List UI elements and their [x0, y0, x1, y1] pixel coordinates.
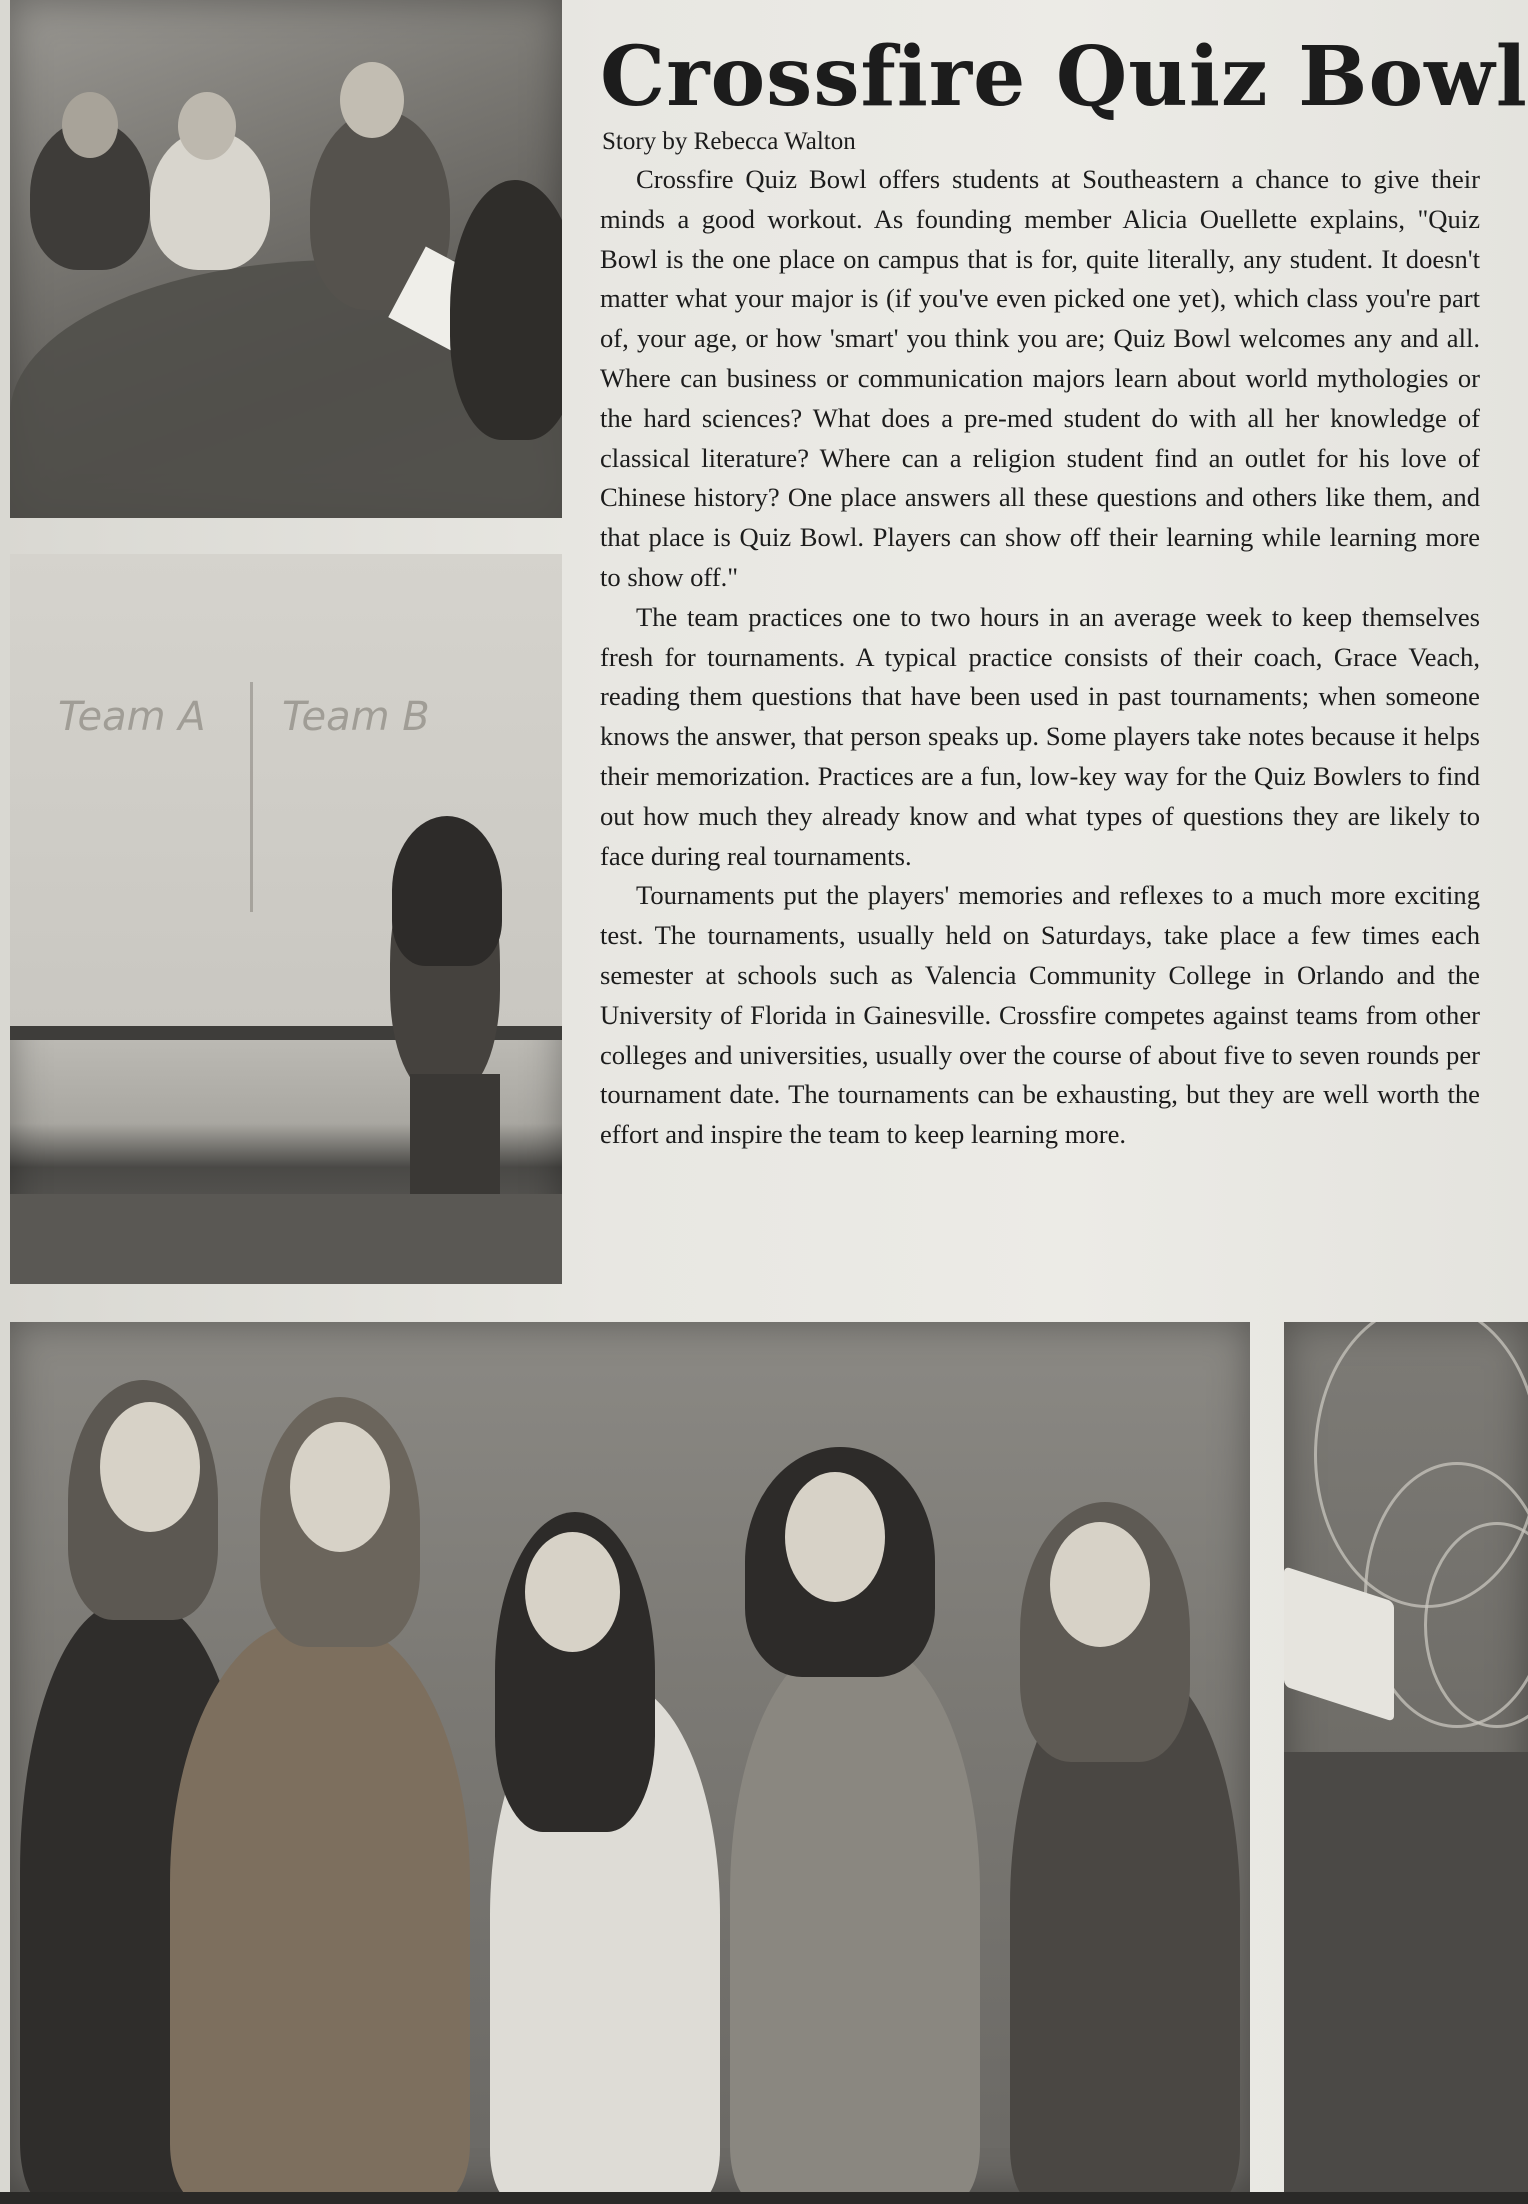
photo-students-at-table: [10, 0, 562, 518]
article-paragraph-1: Crossfire Quiz Bowl offers students at Southeastern a chance to give their minds a good workout. As founding member Alicia Ouellette explains, "Quiz Bowl is the one place on campus that is for, quite literally, any student. It doesn't matter what your major is (if you've even picked one yet), which class you're part of, your age, or how 'smart' you think you are; Quiz Bowl welcomes any and all. Where can business or communication majors learn about world mythologies or the hard sciences? What does a pre-med student do with all her knowledge of classical literature? Where can a religion student find an outlet for his love of Chinese history? One place answers all these questions and others like them, and that place is Quiz Bowl. Players can show off their learning while learning more to show off.": [600, 164, 1480, 592]
photo-buzzer-equipment: [1284, 1322, 1528, 2192]
student-head: [178, 92, 236, 160]
team-member-2-face: [290, 1422, 390, 1552]
student-head: [340, 62, 404, 138]
team-member-3-face: [525, 1532, 620, 1652]
whiteboard-divider-line: [250, 682, 253, 912]
student-hair: [392, 816, 502, 966]
article-paragraph-2: The team practices one to two hours in an average week to keep themselves fresh for tournaments. A typical practice consists of their coach, Grace Veach, reading them questions that have been used in past tournaments; when someone knows the answer, that person speaks up. Some players take notes because it helps their memorization. Practices are a fun, low-key way for the Quiz Bowlers to find out how much they already know and what types of questions they are likely to face during real tournaments.: [600, 601, 1480, 871]
team-member-5-face: [1050, 1522, 1150, 1647]
article-paragraph-3: Tournaments put the players' memories and reflexes to a much more exciting test. The tournaments, usually held on Saturdays, take place a few times each semester at schools such as Valencia Community College in Orlando and the University of Florida in Gainesville. Crossfire competes against teams from other colleges and universities, usually over the course of about five to seven rounds per tournament date. The tournaments can be exhausting, but they are well worth the effort and inspire the team to keep learning more.: [600, 880, 1480, 1150]
team-member-1-face: [100, 1402, 200, 1532]
article-title: Crossfire Quiz Bowl: [600, 29, 1528, 125]
page-bottom-edge: [0, 2192, 1528, 2204]
team-member-4: [730, 1642, 980, 2192]
team-member-2: [170, 1622, 470, 2192]
student-head: [62, 92, 118, 158]
photo-team-group: [10, 1322, 1250, 2192]
chairs-foreground: [10, 1194, 562, 1284]
desk-surface: [1284, 1752, 1528, 2192]
article-byline: Story by Rebecca Walton: [602, 128, 856, 155]
student-silhouette: [450, 180, 562, 440]
article: [600, 29, 1528, 1155]
whiteboard-team-a-label: Team A: [58, 694, 206, 740]
team-member-4-face: [785, 1472, 885, 1602]
photo-whiteboard: [10, 554, 562, 1284]
whiteboard-team-b-label: Team B: [282, 694, 430, 740]
